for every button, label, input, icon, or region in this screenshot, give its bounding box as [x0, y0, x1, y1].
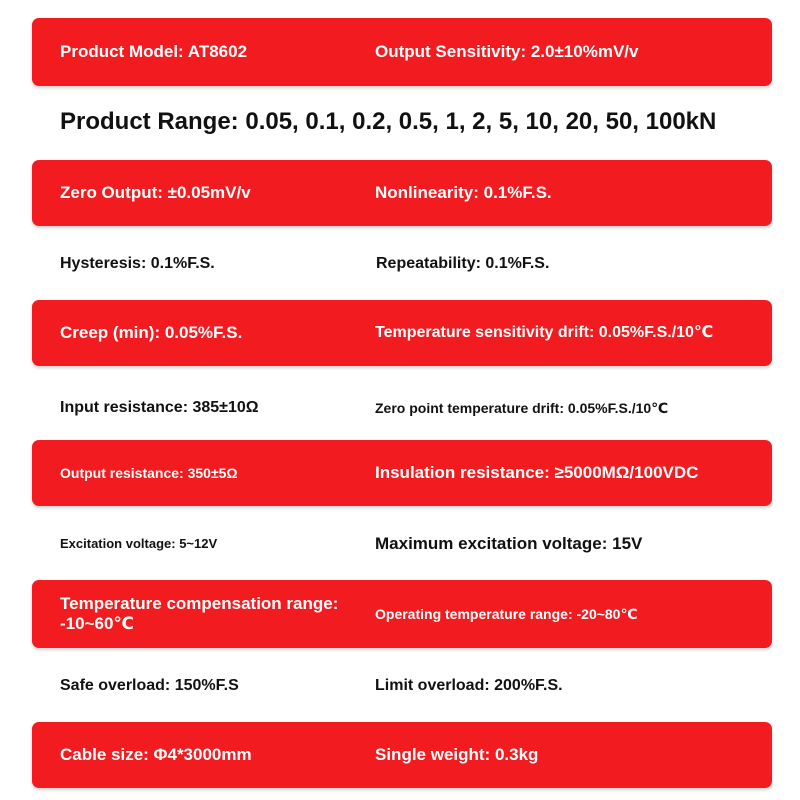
- spec-band-10: [32, 722, 772, 788]
- spec-band-2: [32, 160, 772, 226]
- maximum-excitation-voltage: Maximum excitation voltage: 15V: [375, 533, 643, 553]
- safe-overload: Safe overload: 150%F.S: [60, 677, 239, 695]
- spec-band-1: [32, 18, 772, 86]
- zero-point-temperature-drift: Zero point temperature drift: 0.05%F.S./10℃: [375, 399, 669, 416]
- output-sensitivity: Output Sensitivity: 2.0±10%mV/v: [375, 41, 639, 61]
- product-model: Product Model: AT8602: [60, 41, 248, 61]
- creep: Creep (min): 0.05%F.S.: [60, 322, 243, 342]
- zero-output: Zero Output: ±0.05mV/v: [60, 182, 251, 202]
- single-weight: Single weight: 0.3kg: [375, 744, 539, 764]
- input-resistance: Input resistance: 385±10Ω: [60, 399, 259, 417]
- temperature-compensation-range: Temperature compensation range: -10~60℃: [60, 593, 339, 633]
- temperature-sensitivity-drift: Temperature sensitivity drift: 0.05%F.S./10℃: [375, 324, 714, 342]
- repeatability: Repeatability: 0.1%F.S.: [376, 255, 550, 273]
- nonlinearity: Nonlinearity: 0.1%F.S.: [375, 182, 552, 202]
- output-resistance: Output resistance: 350±5Ω: [60, 464, 238, 481]
- insulation-resistance: Insulation resistance: ≥5000MΩ/100VDC: [375, 462, 699, 482]
- spec-row-5: [32, 388, 772, 428]
- cable-size: Cable size: Φ4*3000mm: [60, 744, 252, 764]
- hysteresis: Hysteresis: 0.1%F.S.: [60, 255, 215, 273]
- spec-row-3: [32, 244, 772, 284]
- spec-band-4: [32, 300, 772, 366]
- spec-row-9: [32, 666, 772, 706]
- limit-overload: Limit overload: 200%F.S.: [375, 677, 563, 695]
- spec-row-7: [32, 524, 772, 564]
- product-range: Product Range: 0.05, 0.1, 0.2, 0.5, 1, 2, 5, 10, 20, 50, 100kN: [60, 108, 717, 135]
- spec-band-6: [32, 440, 772, 506]
- spec-band-8: [32, 580, 772, 648]
- operating-temperature-range: Operating temperature range: -20~80℃: [375, 605, 638, 622]
- excitation-voltage: Excitation voltage: 5~12V: [60, 536, 218, 552]
